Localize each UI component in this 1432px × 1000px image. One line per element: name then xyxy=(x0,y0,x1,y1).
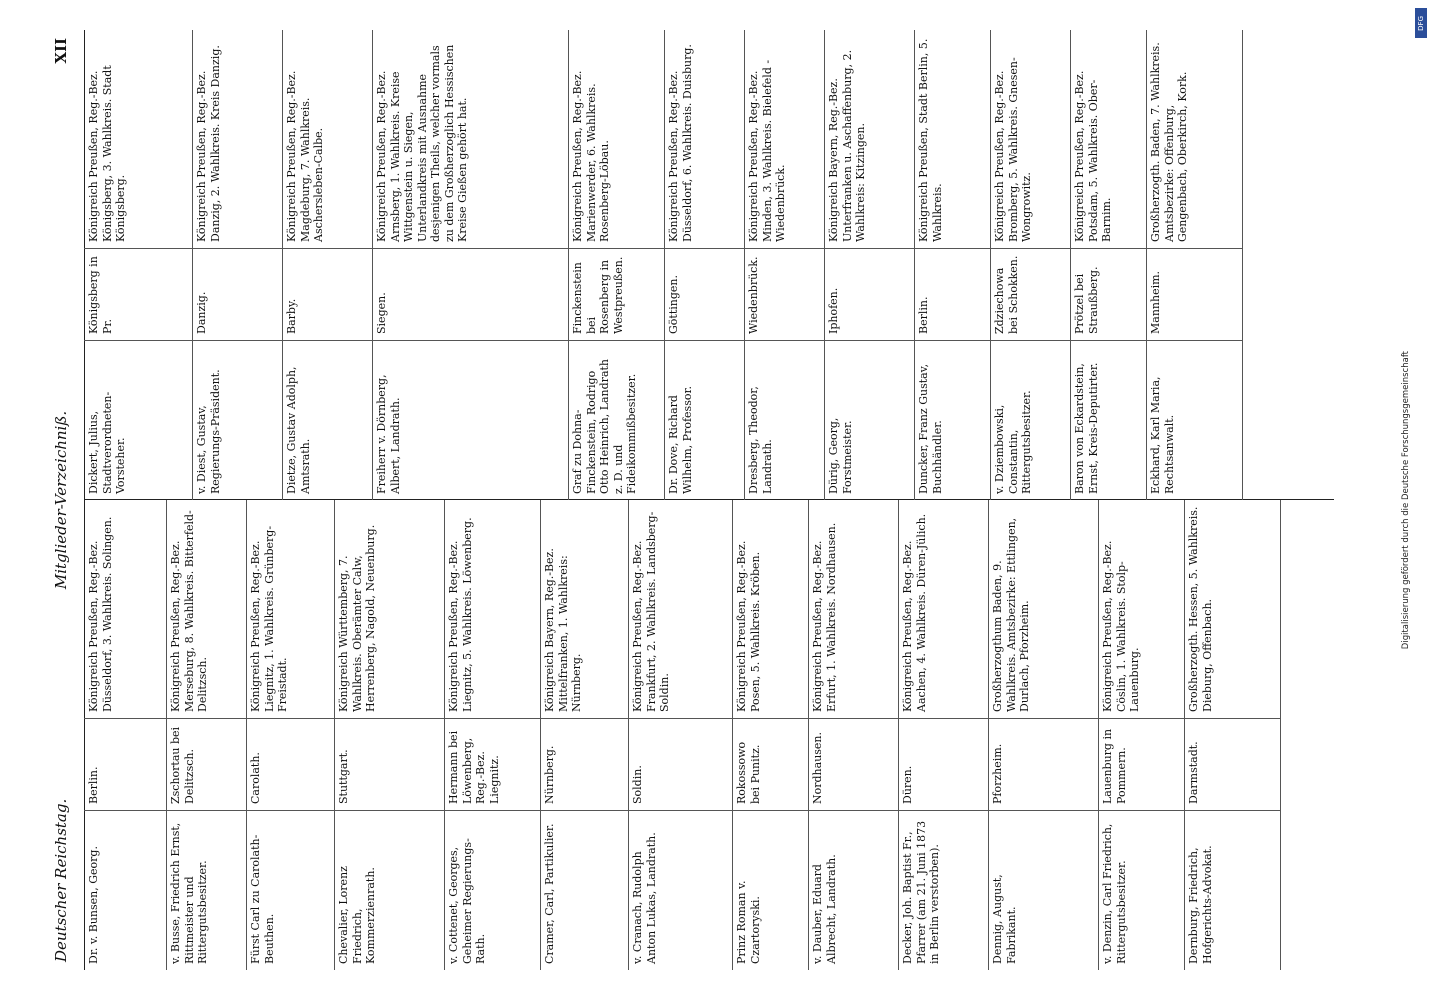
member-residence: Soldin. xyxy=(628,718,732,810)
member-residence: Lauenburg in Pommern. xyxy=(1098,718,1184,810)
member-constituency: Großherzogthum Baden, 9. Wahlkreis. Amtsbezirke: Ettlingen, Durlach, Pforzheim. xyxy=(991,517,1031,712)
header-left-title: Deutscher Reichstag. xyxy=(52,798,70,962)
member-entry xyxy=(84,500,167,970)
member-entry xyxy=(628,500,733,970)
member-residence: Düren. xyxy=(898,718,988,810)
member-residence: Carolath. xyxy=(246,718,334,810)
member-name: Dürig, Georg, Forstmeister. xyxy=(824,340,914,500)
member-name: Dennig, August, Fabrikant. xyxy=(988,810,1098,970)
member-residence: Mannheim. xyxy=(1146,248,1242,340)
member-constituency: Großherzogth. Hessen, 5. Wahlkreis. Dieburg, Offenbach. xyxy=(1187,506,1214,712)
member-residence: Danzig. xyxy=(192,248,282,340)
member-name: Freiherr v. Dörnberg, Albert, Landrath. xyxy=(372,340,568,500)
member-constituency: Königreich Preußen, Reg.-Bez. Arnsberg, 1. Wahlkreis. Kreise Wittgenstein u. Siegen, Unterlandkreis mit Ausnahme desjenigen Theils, welcher vormals zu dem Großherzoglich Hessischen Kreise Gießen gehört hat. xyxy=(375,44,469,242)
member-entry xyxy=(824,30,915,500)
member-entry xyxy=(990,30,1071,500)
member-name: Chevalier, Lorenz Friedrich, Kommerzienrath. xyxy=(334,810,444,970)
member-name: Dresberg, Theodor, Landrath. xyxy=(744,340,824,500)
member-name: Dietze, Gustav Adolph, Amtsrath. xyxy=(282,340,372,500)
member-entry xyxy=(1098,500,1185,970)
member-entry xyxy=(988,500,1099,970)
member-entry xyxy=(540,500,629,970)
member-residence: Nürnberg. xyxy=(540,718,628,810)
member-name: v. Denzin, Carl Friedrich, Rittergutsbesitzer. xyxy=(1098,810,1184,970)
member-name: Cramer, Carl, Partikulier. xyxy=(540,810,628,970)
member-constituency: Königreich Württemberg, 7. Wahlkreis. Oberämter Calw, Herrenberg, Nagold, Neuenburg. xyxy=(337,524,377,712)
member-entry xyxy=(744,30,825,500)
right-column xyxy=(84,30,1334,500)
page-header xyxy=(44,30,85,970)
member-constituency: Königreich Preußen, Reg.-Bez. Aachen, 4. Wahlkreis. Düren-Jülich. xyxy=(901,513,928,712)
member-name: Eckhard, Karl Maria, Rechtsanwalt. xyxy=(1146,340,1242,500)
member-constituency: Königreich Preußen, Reg.-Bez. Posen, 5. Wahlkreis. Kröben. xyxy=(735,540,762,712)
member-residence: Prötzel bei Straußberg. xyxy=(1070,248,1146,340)
member-residence: Finckenstein bei Rosenberg in Westpreußen. xyxy=(568,248,664,340)
member-residence: Berlin. xyxy=(84,718,166,810)
member-name: Decker, Joh. Baptist Fr., Pfarrer (am 21. Juni 1873 in Berlin verstorben). xyxy=(898,810,988,970)
side-caption: Digitalisierung gefördert durch die Deutsche Forschungsgemeinschaft xyxy=(1401,350,1411,650)
member-constituency: Königreich Preußen, Reg.-Bez. Minden, 3. Wahlkreis. Bielefeld - Wiedenbrück. xyxy=(747,59,787,242)
member-name: Dr. v. Bunsen, Georg. xyxy=(84,810,166,970)
member-entry xyxy=(444,500,541,970)
member-constituency: Königreich Preußen, Reg.-Bez. Merseburg, 8. Wahlkreis. Bitterfeld-Delitzsch. xyxy=(169,510,209,712)
member-name: Dickert, Julius, Stadtverordneten-Vorsteher. xyxy=(84,340,192,500)
member-entry xyxy=(166,500,247,970)
member-name: v. Cottenet, Georges, Geheimer Regierungs-Rath. xyxy=(444,810,540,970)
member-entry xyxy=(914,30,991,500)
member-name: v. Dziembowski, Constantin, Rittergutsbesitzer. xyxy=(990,340,1070,500)
member-residence: Göttingen. xyxy=(664,248,744,340)
member-constituency: Königreich Preußen, Reg.-Bez. Düsseldorf, 3. Wahlkreis. Solingen. xyxy=(87,516,114,712)
member-constituency: Königreich Preußen, Reg.-Bez. Düsseldorf, 6. Wahlkreis. Duisburg. xyxy=(667,44,694,242)
member-entry xyxy=(1184,500,1281,970)
member-constituency: Königreich Preußen, Reg.-Bez. Frankfurt, 2. Wahlkreis. Landsberg-Soldin. xyxy=(631,511,671,712)
member-constituency: Großherzogth. Baden, 7. Wahlkreis. Amtsbezirke: Offenburg, Gengenbach, Oberkirch, Kork. xyxy=(1149,42,1189,242)
member-residence: Nordhausen. xyxy=(808,718,898,810)
member-residence: Siegen. xyxy=(372,248,568,340)
member-residence: Wiedenbrück. xyxy=(744,248,824,340)
member-constituency: Königreich Preußen, Reg.-Bez. Liegnitz, 5. Wahlkreis. Löwenberg. xyxy=(447,517,474,712)
member-entry xyxy=(334,500,445,970)
member-residence: Hermann bei Löwenberg, Reg.-Bez. Liegnitz. xyxy=(444,718,540,810)
member-constituency: Königreich Preußen, Reg.-Bez. Bromberg, 5. Wahlkreis. Gnesen-Wongrowitz. xyxy=(993,57,1033,242)
member-entry xyxy=(372,30,569,500)
member-entry xyxy=(246,500,335,970)
member-name: v. Busse, Friedrich Ernst, Rittmeister und Rittergutsbesitzer. xyxy=(166,810,246,970)
page-number: XII xyxy=(52,38,70,64)
member-name: Prinz Roman v. Czartoryski. xyxy=(732,810,808,970)
member-constituency: Königreich Preußen, Reg.-Bez. Potsdam, 5. Wahlkreis. Ober-Barnim. xyxy=(1073,70,1113,242)
member-residence: Berlin. xyxy=(914,248,990,340)
member-entry xyxy=(1070,30,1147,500)
member-entry xyxy=(808,500,899,970)
left-column xyxy=(84,499,1334,970)
member-constituency: Königreich Preußen, Reg.-Bez. Liegnitz, 1. Wahlkreis. Grünberg-Freistadt. xyxy=(249,525,289,712)
dfg-logo: DFG xyxy=(1415,8,1427,38)
member-residence: Rokossowo bei Punitz. xyxy=(732,718,808,810)
member-entry xyxy=(192,30,283,500)
member-name: v. Dauber, Eduard Albrecht, Landrath. xyxy=(808,810,898,970)
member-name: v. Cranach, Rudolph Anton Lukas, Landrath. xyxy=(628,810,732,970)
member-entry xyxy=(732,500,809,970)
member-name: v. Diest, Gustav, Regierungs-Präsident. xyxy=(192,340,282,500)
member-constituency: Königreich Bayern, Reg.-Bez. Unterfranken u. Aschaffenburg, 2. Wahlkreis: Kitzingen. xyxy=(827,49,867,242)
member-residence: Darmstadt. xyxy=(1184,718,1280,810)
member-name: Fürst Carl zu Carolath-Beuthen. xyxy=(246,810,334,970)
member-residence: Stuttgart. xyxy=(334,718,444,810)
member-residence: Zdziechowa bei Schokken. xyxy=(990,248,1070,340)
member-constituency: Königreich Bayern, Reg.-Bez. Mittelfranken, 1. Wahlkreis: Nürnberg. xyxy=(543,548,583,712)
member-entry xyxy=(84,30,193,500)
member-entry xyxy=(664,30,745,500)
member-constituency: Königreich Preußen, Stadt Berlin, 5. Wahlkreis. xyxy=(917,38,944,242)
member-residence: Iphofen. xyxy=(824,248,914,340)
member-residence: Barby. xyxy=(282,248,372,340)
member-constituency: Königreich Preußen, Reg.-Bez. Erfurt, 1. Wahlkreis. Nordhausen. xyxy=(811,522,838,712)
member-residence: Pforzheim. xyxy=(988,718,1098,810)
member-residence: Zschortau bei Delitzsch. xyxy=(166,718,246,810)
member-entry xyxy=(898,500,989,970)
member-constituency: Königreich Preußen, Reg.-Bez. Cöslin, 1. Wahlkreis. Stolp-Lauenburg. xyxy=(1101,540,1141,712)
member-entry xyxy=(568,30,665,500)
member-name: Dr. Dove, Richard Wilhelm, Professor. xyxy=(664,340,744,500)
member-name: Baron von Eckardstein, Ernst, Kreis-Deputirter. xyxy=(1070,340,1146,500)
header-center-title: Mitglieder-Verzeichniß. xyxy=(52,410,70,590)
member-residence: Königsberg in Pr. xyxy=(84,248,192,340)
member-constituency: Königreich Preußen, Reg.-Bez. Danzig, 2. Wahlkreis. Kreis Danzig. xyxy=(195,45,222,242)
member-name: Dernburg, Friedrich, Hofgerichts-Advokat. xyxy=(1184,810,1280,970)
member-constituency: Königreich Preußen, Reg.-Bez. Königsberg, 3. Wahlkreis. Stadt Königsberg. xyxy=(87,65,127,242)
member-name: Duncker, Franz Gustav, Buchhändler. xyxy=(914,340,990,500)
member-name: Graf zu Dohna-Finckenstein, Rodrigo Otto Heinrich, Landrath z. D. und Fideikommißbesitzer. xyxy=(568,340,664,500)
member-constituency: Königreich Preußen, Reg.-Bez. Marienwerder, 6. Wahlkreis. Rosenberg-Löbau. xyxy=(571,70,611,242)
member-entry xyxy=(282,30,373,500)
member-entry xyxy=(1146,30,1243,500)
member-constituency: Königreich Preußen, Reg.-Bez. Magdeburg, 7. Wahlkreis. Aschersleben-Calbe. xyxy=(285,70,325,242)
